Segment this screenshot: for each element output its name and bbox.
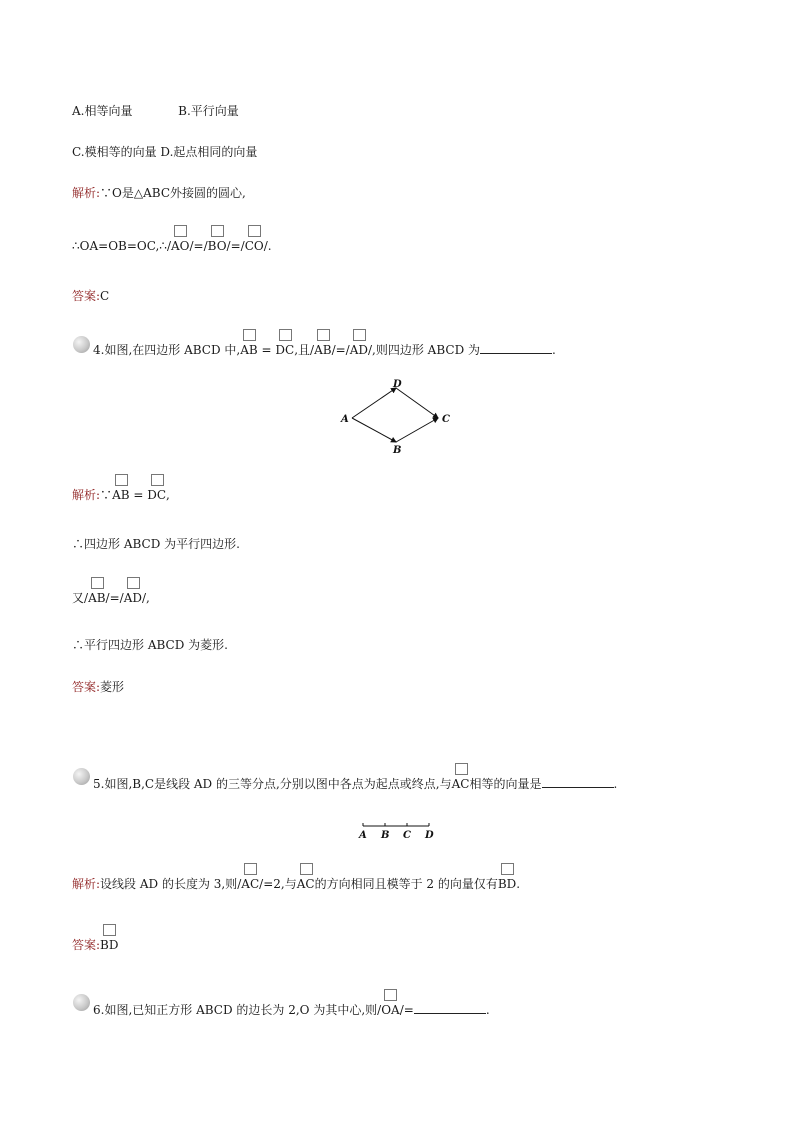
vector-ad: AD	[123, 591, 142, 605]
vector-ac: AC	[296, 877, 315, 891]
question-4: 4.如图,在四边形 ABCD 中,AB = DC,且/AB/=/AD/,则四边形 ABCD 为 .	[93, 343, 556, 357]
question-bullet-icon	[73, 336, 90, 353]
option-a: A.相等向量 B.平行向量	[72, 104, 239, 118]
answer-blank[interactable]	[542, 777, 614, 788]
q4-analysis-line3: 又/AB/=/AD/,	[72, 591, 150, 605]
vector-ab: AB	[88, 591, 106, 605]
vector-ac: AC	[241, 877, 260, 891]
answer-label: 答案:	[72, 289, 101, 303]
answer-label: 答案:	[72, 938, 101, 952]
vector-ab: AB	[240, 343, 258, 357]
vector-ad: AD	[349, 343, 368, 357]
q4-answer: 答案:菱形	[72, 680, 125, 694]
option-d: D.起点相同的向量	[160, 145, 258, 159]
q5-analysis: 解析:设线段 AD 的长度为 3,则/AC/=2,与AC的方向相同且模等于 2 的向量仅有BD.	[72, 877, 521, 891]
q4-analysis-line2: ∴四边形 ABCD 为平行四边形.	[72, 537, 240, 551]
segment-figure	[355, 818, 440, 842]
analysis-label: 解析:	[72, 186, 101, 200]
vector-co: CO	[244, 239, 264, 253]
option-b: B.平行向量	[178, 104, 239, 118]
vector-ao: AO	[171, 239, 190, 253]
point-label-c: C	[403, 830, 411, 841]
vector-bd: BD	[100, 938, 119, 952]
point-label-a: A	[341, 414, 349, 425]
question-bullet-icon	[73, 994, 90, 1011]
question-6: 6.如图,已知正方形 ABCD 的边长为 2,O 为其中心,则/OA/= .	[93, 1003, 490, 1017]
vector-dc: DC	[147, 488, 167, 502]
vector-dc: DC	[275, 343, 295, 357]
rhombus-figure	[338, 378, 458, 458]
question-5: 5.如图,B,C是线段 AD 的三等分点,分别以图中各点为起点或终点,与AC相等的向量是 .	[93, 777, 618, 791]
point-label-a: A	[359, 830, 367, 841]
vector-bo: BO	[207, 239, 227, 253]
q5-answer	[72, 937, 119, 953]
option-c: C.模相等的向量 D.起点相同的向量	[72, 145, 258, 159]
point-label-d: D	[393, 379, 402, 390]
q3-analysis-line2: ∴OA=OB=OC,∴/AO/=/BO/=/CO/.	[72, 239, 272, 253]
answer-label: 答案:	[72, 680, 101, 694]
question-bullet-icon	[73, 768, 90, 785]
q3-answer: 答案:C	[72, 289, 110, 303]
point-label-b: B	[381, 830, 390, 841]
q4-analysis-line1: 解析:∵AB = DC,	[72, 488, 170, 502]
analysis-label: 解析:	[72, 877, 101, 891]
point-label-c: C	[442, 414, 450, 425]
vector-ac: AC	[451, 777, 470, 791]
point-label-b: B	[393, 445, 402, 456]
answer-blank[interactable]	[414, 1003, 486, 1014]
q3-analysis-line1: 解析:∵O是△ABC外接圆的圆心,	[72, 186, 246, 200]
vector-ab: AB	[112, 488, 130, 502]
analysis-label: 解析:	[72, 488, 101, 502]
vector-bd: BD	[497, 877, 517, 891]
vector-oa: OA	[381, 1003, 400, 1017]
vector-ab: AB	[314, 343, 332, 357]
point-label-d: D	[425, 830, 434, 841]
q4-analysis-line4: ∴平行四边形 ABCD 为菱形.	[72, 638, 228, 652]
answer-blank[interactable]	[480, 343, 552, 354]
